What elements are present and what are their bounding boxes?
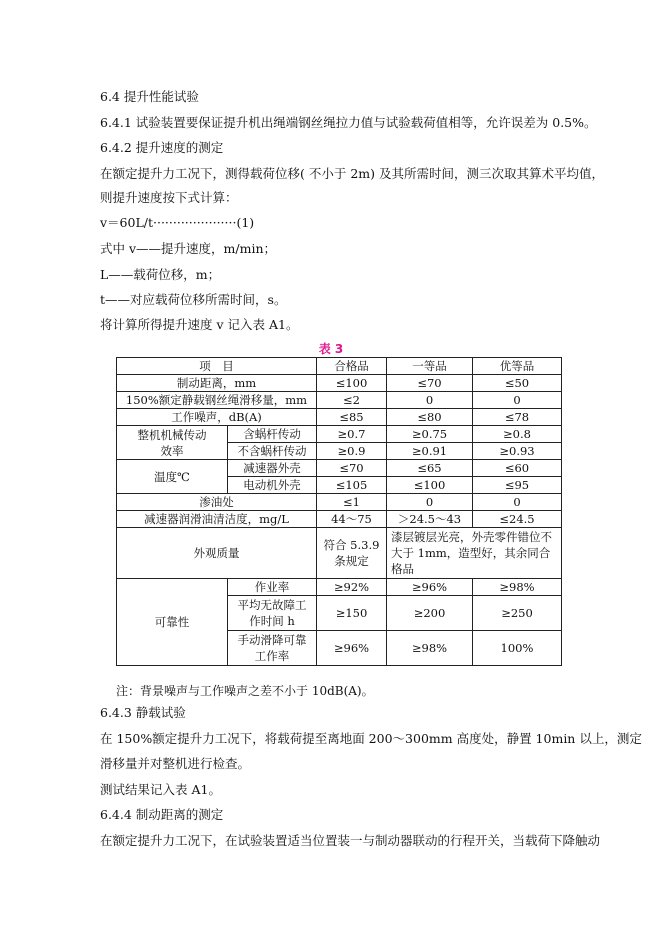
header-grade-first: 一等品 (387, 358, 473, 375)
table-cell: 符合 5.3.9 条规定 (317, 528, 387, 579)
formula-legend-v: 式中 v——提升速度，m/min； (100, 241, 277, 256)
paragraph-text: 在 150%额定提升力工况下，将载荷提至离地面 200～300mm 高度处，静置 10min 以上，测定 (100, 731, 642, 746)
table-note: 注：背景噪声与工作噪声之差不小于 10dB(A)。 (116, 684, 374, 698)
row-label: 电动机外壳 (228, 477, 317, 494)
table-cell: ≥250 (473, 596, 562, 631)
table-cell: ≤1 (317, 494, 387, 511)
paragraph-text: 在额定提升力工况下，测得载荷位移( 不小于 2m) 及其所需时间，测三次取其算术平均值， (100, 166, 604, 181)
table-cell: 漆层镀层光亮，外壳零件错位不大于 1mm，造型好，其余同合格品 (387, 528, 562, 579)
table-cell: 0 (387, 494, 473, 511)
section-heading-6-4-2: 6.4.2 提升速度的测定 (100, 140, 224, 155)
section-heading-6-4: 6.4 提升性能试验 (100, 89, 199, 104)
group-label-efficiency: 整机机械传动效率 (117, 426, 228, 460)
table-cell: ≤95 (473, 477, 562, 494)
table-row (117, 426, 562, 443)
table-cell: ≥0.91 (387, 443, 473, 460)
formula-legend-l: L——载荷位移，m； (100, 267, 221, 282)
table-row (117, 460, 562, 477)
table-cell: ≤100 (317, 375, 387, 392)
paragraph-text: 则提升速度按下式计算： (100, 190, 238, 205)
paragraph-text: 滑移量并对整机进行检查。 (100, 756, 251, 771)
paragraph-6-4-1: 6.4.1 试验装置要保证提升机出绳端钢丝绳拉力值与试验载荷值相等，允许误差为 0.5%。 (100, 115, 597, 130)
section-heading-6-4-4: 6.4.4 制动距离的测定 (100, 807, 224, 822)
table-cell: 0 (473, 494, 562, 511)
table-cell: ≥0.75 (387, 426, 473, 443)
table-cell: ≤2 (317, 392, 387, 409)
row-label: 手动滑降可靠工作率 (228, 631, 317, 666)
table-cell: ≤78 (473, 409, 562, 426)
table-cell: ≤50 (473, 375, 562, 392)
formula-legend-t: t——对应载荷位移所需时间，s。 (100, 292, 287, 307)
row-label: 平均无故障工作时间 h (228, 596, 317, 631)
table-cell: ≤65 (387, 460, 473, 477)
table-row (117, 579, 562, 596)
table-cell: 0 (387, 392, 473, 409)
table-header-row (117, 358, 562, 375)
table-cell: ≥150 (317, 596, 387, 631)
group-label-temperature: 温度℃ (117, 460, 228, 494)
table-cell: 100% (473, 631, 562, 666)
paragraph-text: 测试结果记入表 A1。 (100, 782, 221, 797)
header-grade-qualified: 合格品 (317, 358, 387, 375)
table-cell: ≥0.93 (473, 443, 562, 460)
table-cell: ＞24.5～43 (387, 511, 473, 528)
table-cell: ≥200 (387, 596, 473, 631)
row-label: 作业率 (228, 579, 317, 596)
group-label-reliability: 可靠性 (117, 579, 228, 666)
table-cell: ≤24.5 (473, 511, 562, 528)
table-cell: ≤100 (387, 477, 473, 494)
table-cell: ≥98% (387, 631, 473, 666)
row-label: 不含蜗杆传动 (228, 443, 317, 460)
row-label: 渗油处 (117, 494, 317, 511)
section-heading-6-4-3: 6.4.3 静载试验 (100, 705, 186, 720)
table-row (117, 392, 562, 409)
table-row (117, 409, 562, 426)
row-label: 150%额定静载钢丝绳滑移量，mm (117, 392, 317, 409)
table-cell: ≤85 (317, 409, 387, 426)
paragraph-text: 将计算所得提升速度 v 记入表 A1。 (100, 317, 299, 332)
table-row (117, 511, 562, 528)
table-cell: ≤70 (317, 460, 387, 477)
row-label: 含蜗杆传动 (228, 426, 317, 443)
table-row (117, 528, 562, 579)
table-cell: ≥0.9 (317, 443, 387, 460)
spec-table (116, 357, 562, 666)
table-cell: 44～75 (317, 511, 387, 528)
header-item: 项 目 (117, 358, 317, 375)
table-cell: ≤60 (473, 460, 562, 477)
table-cell: ≤80 (387, 409, 473, 426)
table-cell: ≥0.7 (317, 426, 387, 443)
row-label: 减速器外壳 (228, 460, 317, 477)
table-cell: ≥96% (317, 631, 387, 666)
row-label: 工作噪声，dB(A) (117, 409, 317, 426)
formula: v＝60L/t·····················(1) (100, 215, 255, 230)
row-label: 减速器润滑油清洁度，mg/L (117, 511, 317, 528)
row-label: 制动距离，mm (117, 375, 317, 392)
table-cell: ≤70 (387, 375, 473, 392)
table-row (117, 494, 562, 511)
table-caption: 表 3 (318, 342, 344, 356)
table-cell: ≥0.8 (473, 426, 562, 443)
table-cell: ≥98% (473, 579, 562, 596)
row-label: 外观质量 (117, 528, 317, 579)
header-grade-superior: 优等品 (473, 358, 562, 375)
paragraph-text: 在额定提升力工况下，在试验装置适当位置装一与制动器联动的行程开关，当载荷下降触动 (100, 833, 601, 848)
table-cell: ≥92% (317, 579, 387, 596)
table-cell: ≤105 (317, 477, 387, 494)
table-row (117, 375, 562, 392)
table-cell: ≥96% (387, 579, 473, 596)
table-cell: 0 (473, 392, 562, 409)
